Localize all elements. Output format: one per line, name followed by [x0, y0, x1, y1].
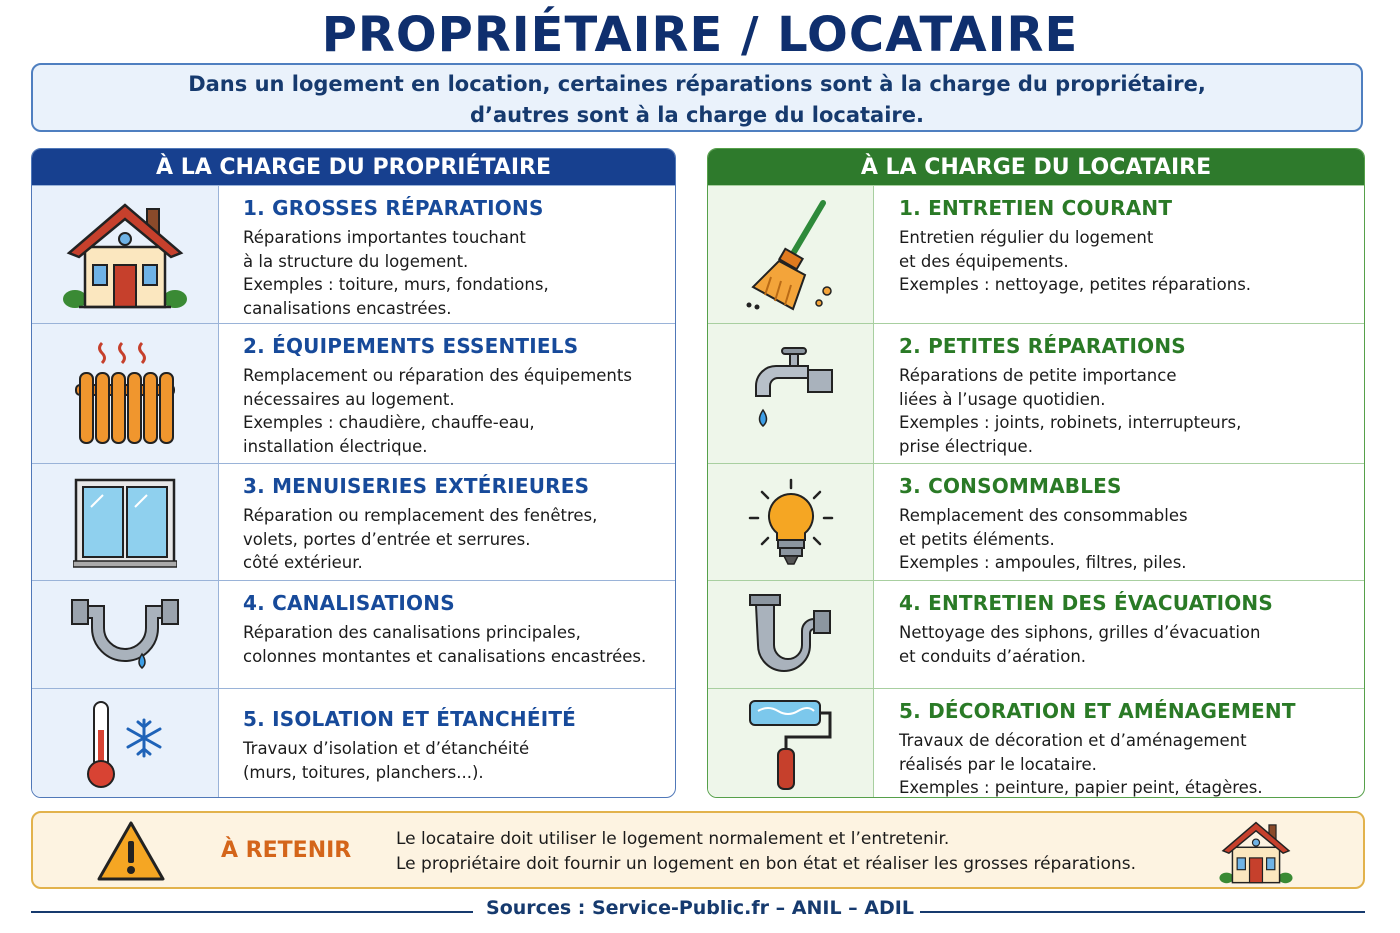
owner-item-1 [32, 185, 675, 324]
warning-icon [95, 819, 167, 883]
row-text: liées à l’usage quotidien. [899, 389, 1106, 409]
owner-panel-header: À LA CHARGE DU PROPRIÉTAIRE [32, 149, 675, 185]
row-text: Exemples : peinture, papier peint, étagères. [899, 778, 1263, 798]
intro-box [31, 63, 1363, 132]
row-text: Travaux de décoration et d’aménagement [899, 731, 1247, 750]
intro-line-2: d’autres sont à la charge du locataire. [469, 103, 924, 127]
house-icon [32, 186, 219, 324]
row-text: et conduits d’aération. [899, 646, 1087, 666]
broom-icon [708, 186, 874, 324]
row-text: colonnes montantes et canalisations encastrées. [243, 646, 647, 666]
thermometer-snowflake-icon [32, 689, 219, 798]
row-text: Remplacement des consommables [899, 506, 1188, 525]
row-text: Remplacement ou réparation des équipements [243, 366, 632, 385]
tenant-item-3 [708, 463, 1364, 581]
pipe-icon [32, 581, 219, 689]
row-text: (murs, toitures, planchers...). [243, 762, 484, 782]
retain-line-2: Le propriétaire doit fournir un logement en bon état et réaliser les grosses réparations. [396, 854, 1136, 874]
retain-label: À RETENIR [221, 838, 352, 863]
window-icon [32, 464, 219, 581]
house-icon [1219, 819, 1293, 885]
row-text: Travaux d’isolation et d’étanchéité [243, 739, 530, 758]
row-text: Nettoyage des siphons, grilles d’évacuation [899, 623, 1261, 642]
owner-item-4 [32, 580, 675, 689]
retain-box [31, 811, 1365, 889]
tenant-item-2 [708, 323, 1364, 464]
owner-panel [31, 148, 676, 798]
row-text: Exemples : chaudière, chauffe-eau, [243, 413, 535, 433]
row-text: prise électrique. [899, 436, 1033, 456]
row-title: 5. ISOLATION ET ÉTANCHÉITÉ [243, 707, 577, 731]
row-text: Entretien régulier du logement [899, 228, 1154, 247]
faucet-icon [708, 324, 874, 464]
row-text: volets, portes d’entrée et serrures. [243, 529, 531, 549]
retain-line-1: Le locataire doit utiliser le logement normalement et l’entretenir. [396, 829, 950, 849]
row-text: installation électrique. [243, 436, 428, 456]
row-title: 2. PETITES RÉPARATIONS [899, 334, 1186, 358]
tenant-item-1 [708, 185, 1364, 324]
row-title: 2. ÉQUIPEMENTS ESSENTIELS [243, 334, 579, 358]
row-text: côté extérieur. [243, 553, 363, 573]
row-text: nécessaires au logement. [243, 389, 455, 409]
owner-item-3 [32, 463, 675, 581]
row-text: Réparations importantes touchant [243, 228, 526, 247]
row-text: Réparation des canalisations principales, [243, 623, 581, 642]
tenant-item-5 [708, 688, 1364, 798]
light-bulb-icon [708, 464, 874, 581]
row-text: à la structure du logement. [243, 251, 469, 271]
row-text: Exemples : nettoyage, petites réparations. [899, 275, 1252, 295]
row-text: Exemples : ampoules, filtres, piles. [899, 553, 1187, 573]
row-title: 1. GROSSES RÉPARATIONS [243, 196, 544, 220]
row-text: Exemples : joints, robinets, interrupteurs, [899, 413, 1242, 433]
row-title: 5. DÉCORATION ET AMÉNAGEMENT [899, 699, 1296, 723]
siphon-icon [708, 581, 874, 689]
radiator-icon [32, 324, 219, 464]
row-text: canalisations encastrées. [243, 298, 452, 318]
row-title: 4. CANALISATIONS [243, 591, 455, 615]
paint-roller-icon [708, 689, 874, 798]
tenant-item-4 [708, 580, 1364, 689]
row-title: 3. MENUISERIES EXTÉRIEURES [243, 474, 590, 498]
row-text: Réparations de petite importance [899, 366, 1177, 385]
row-title: 1. ENTRETIEN COURANT [899, 196, 1173, 220]
row-title: 3. CONSOMMABLES [899, 474, 1122, 498]
tenant-panel-header: À LA CHARGE DU LOCATAIRE [708, 149, 1364, 185]
tenant-panel [707, 148, 1365, 798]
sources-divider-right [920, 911, 1365, 913]
page-title: PROPRIÉTAIRE / LOCATAIRE [321, 7, 1079, 63]
row-text: réalisés par le locataire. [899, 754, 1097, 774]
owner-item-2 [32, 323, 675, 464]
row-text: Exemples : toiture, murs, fondations, [243, 275, 549, 295]
sources: Sources : Service-Public.fr – ANIL – ADIL [486, 897, 914, 919]
intro-line-1: Dans un logement en location, certaines réparations sont à la charge du propriétaire, [188, 72, 1206, 96]
row-title: 4. ENTRETIEN DES ÉVACUATIONS [899, 591, 1273, 615]
row-text: et petits éléments. [899, 529, 1055, 549]
row-text: et des équipements. [899, 251, 1069, 271]
owner-item-5 [32, 688, 675, 798]
row-text: Réparation ou remplacement des fenêtres, [243, 506, 598, 525]
